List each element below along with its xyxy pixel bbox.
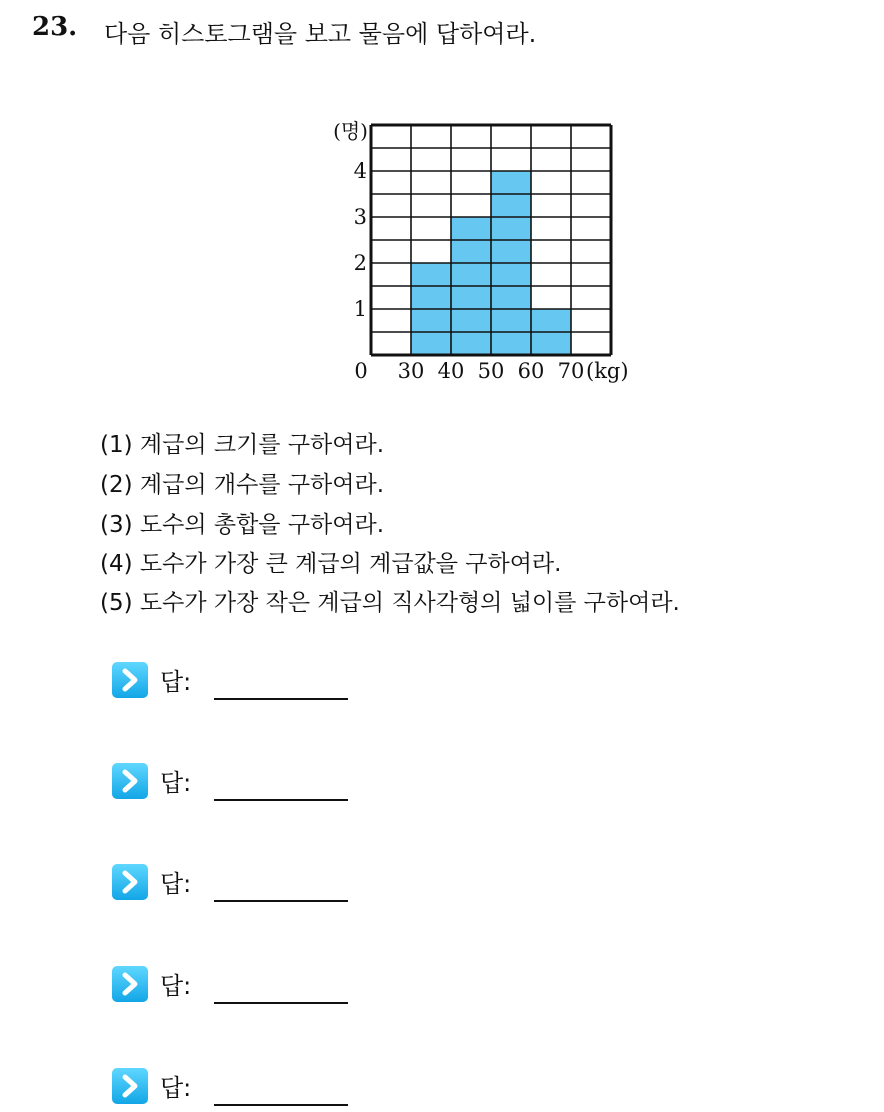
question-number: 23.	[32, 12, 78, 42]
x-tick-label: 70	[557, 359, 585, 383]
arrow-right-icon	[112, 864, 148, 900]
sub-question-2: (2) 계급의 개수를 구하여라.	[100, 472, 385, 498]
answer-label: 답:	[160, 769, 192, 797]
x-axis-label: (kg)	[586, 359, 629, 383]
x-tick-label: 30	[397, 359, 425, 383]
answer-label: 답:	[160, 1074, 192, 1102]
sub-question-1: (1) 계급의 크기를 구하여라.	[100, 432, 385, 458]
answer-blank[interactable]	[214, 1104, 348, 1106]
question-text: 다음 히스토그램을 보고 물음에 답하여라.	[104, 20, 537, 48]
y-tick-label: 3	[353, 205, 367, 229]
histogram-grid	[371, 125, 611, 355]
y-tick-label: 1	[353, 297, 367, 321]
answer-label: 답:	[160, 972, 192, 1000]
x-tick-label: 50	[477, 359, 505, 383]
x-tick-label: 60	[517, 359, 545, 383]
arrow-right-icon	[112, 763, 148, 799]
x-tick-label: 0	[354, 359, 368, 383]
y-tick-label: 2	[353, 251, 367, 275]
y-tick-label: 4	[353, 159, 367, 183]
answer-label: 답:	[160, 870, 192, 898]
answer-blank[interactable]	[214, 1002, 348, 1004]
x-tick-label: 40	[437, 359, 465, 383]
arrow-right-icon	[112, 662, 148, 698]
sub-question-4: (4) 도수가 가장 큰 계급의 계급값을 구하여라.	[100, 551, 562, 577]
arrow-right-icon	[112, 966, 148, 1002]
y-axis-label: (명)	[333, 119, 368, 143]
answer-blank[interactable]	[214, 900, 348, 902]
sub-question-5: (5) 도수가 가장 작은 계급의 직사각형의 넓이를 구하여라.	[100, 590, 680, 616]
arrow-right-icon	[112, 1068, 148, 1104]
sub-question-3: (3) 도수의 총합을 구하여라.	[100, 512, 385, 538]
answer-label: 답:	[160, 668, 192, 696]
answer-blank[interactable]	[214, 799, 348, 801]
histogram-chart	[310, 112, 650, 392]
answer-blank[interactable]	[214, 698, 348, 700]
